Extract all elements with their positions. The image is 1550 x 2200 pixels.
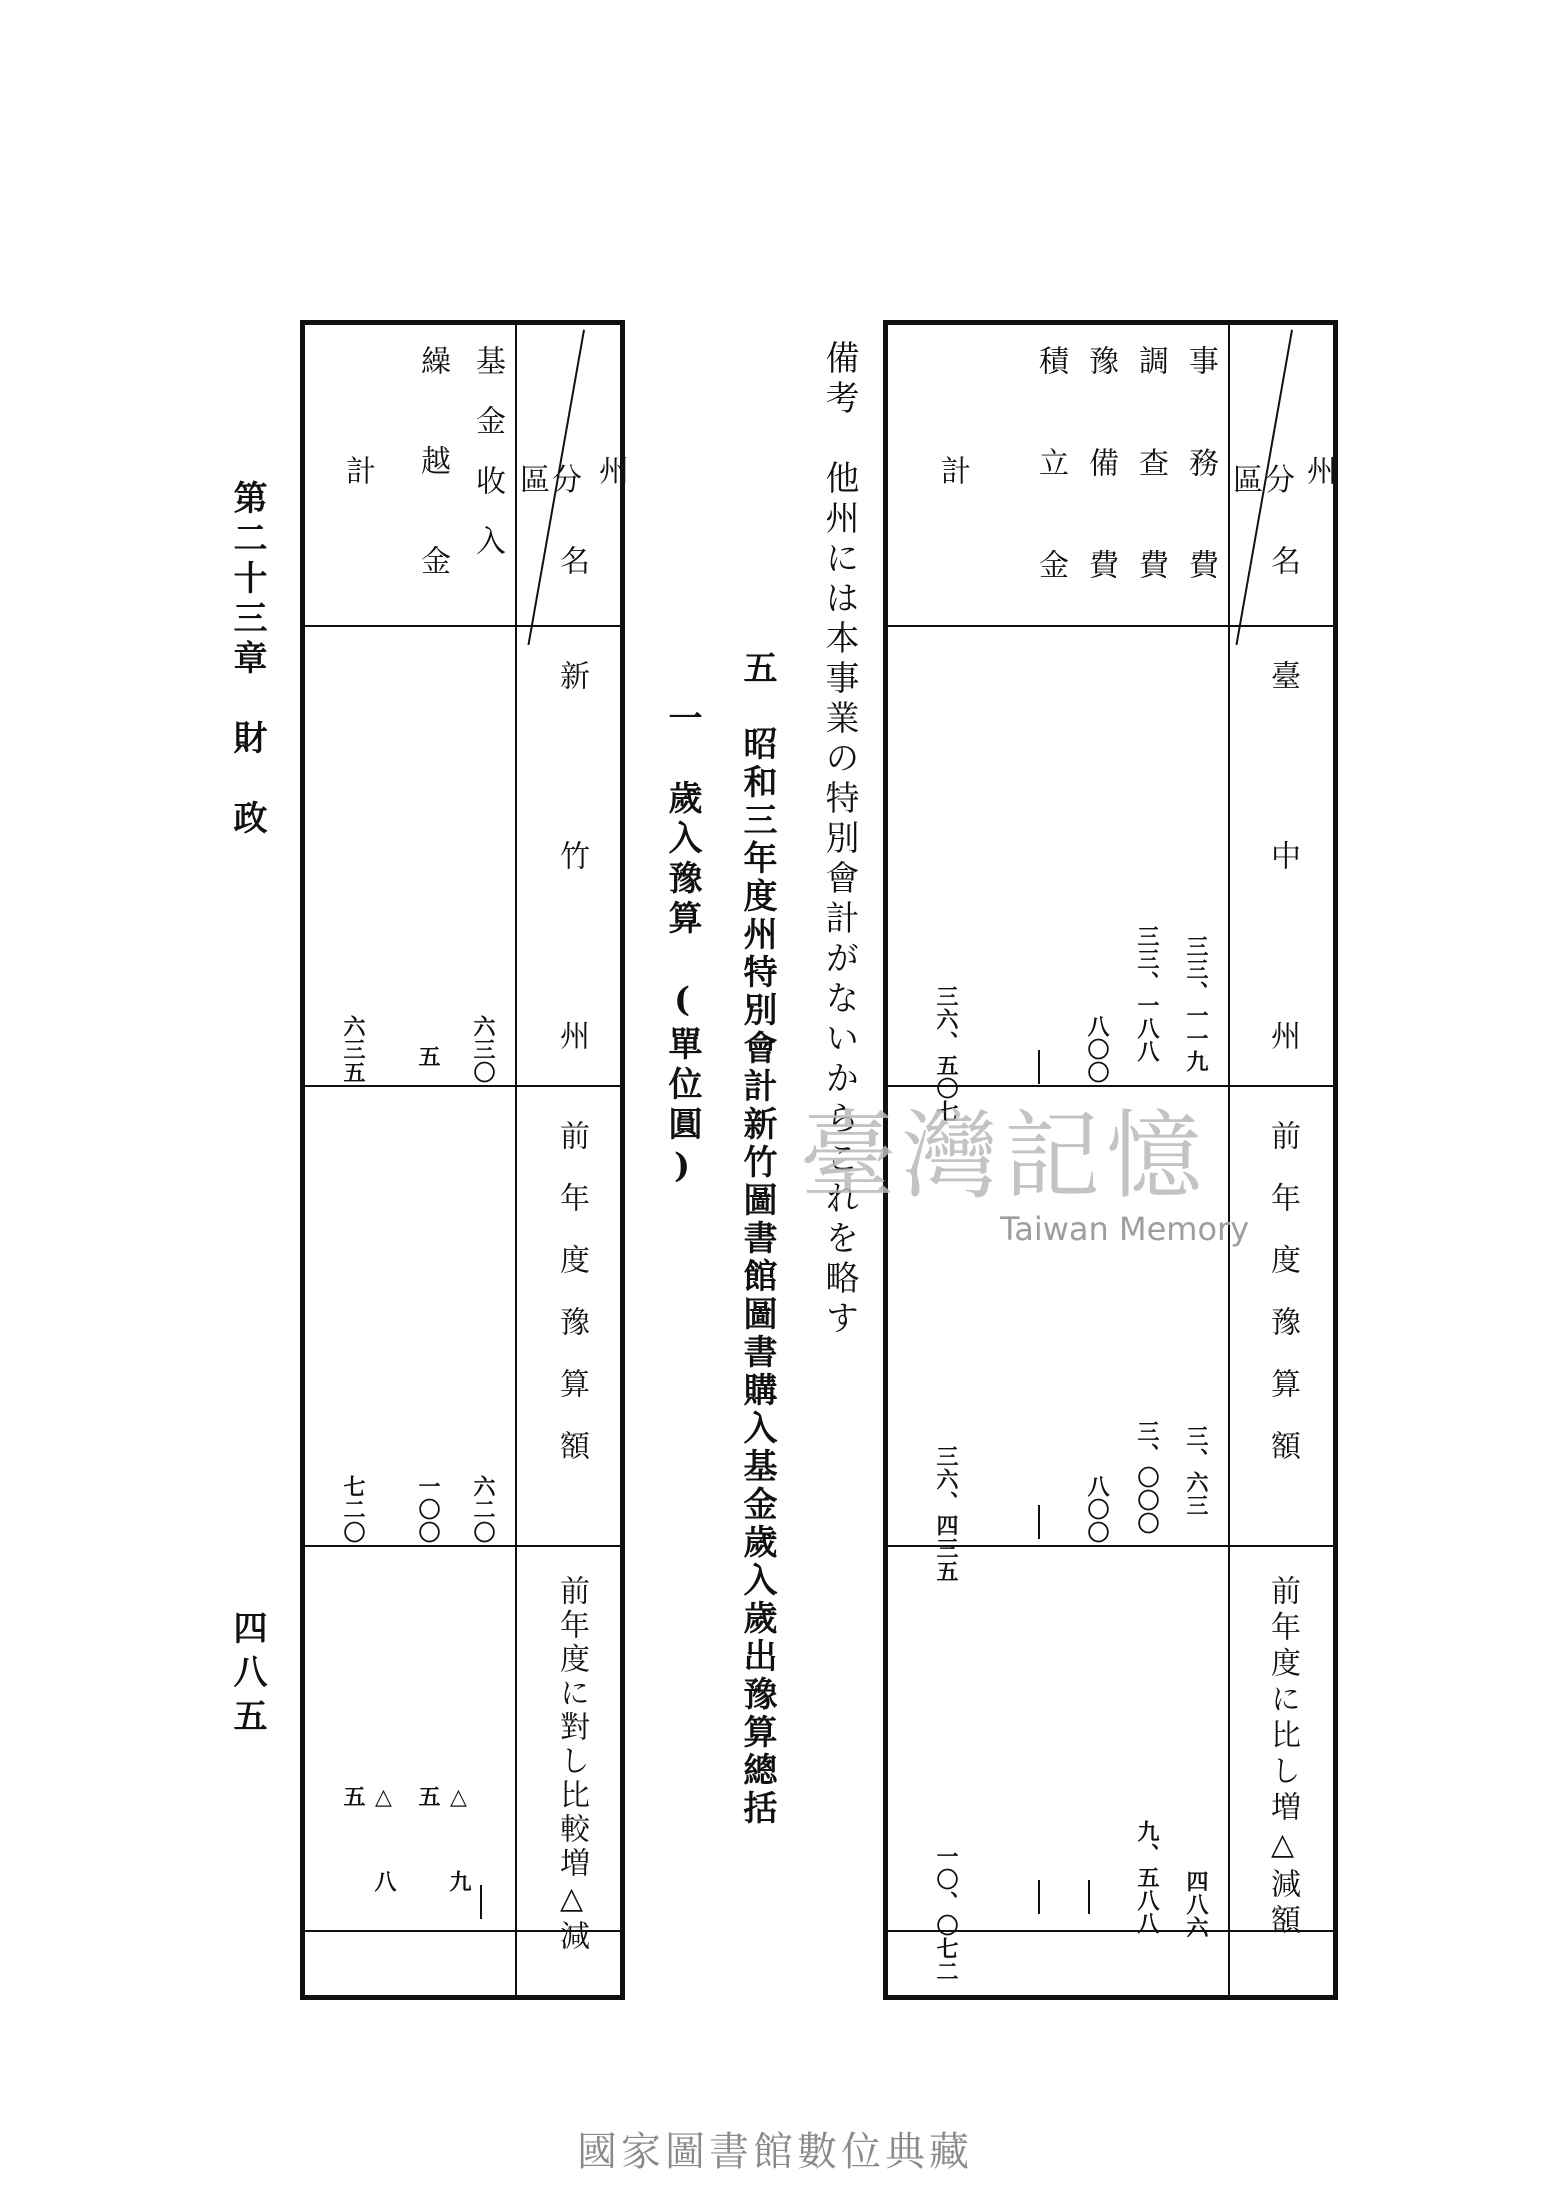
- watermark-logo: 臺灣記憶: [800, 1100, 1208, 1212]
- value-cell: 三三、一一九: [1183, 935, 1208, 1073]
- remarks-note: 備考 他州には本事業の特別會計がないからこれを略す: [819, 340, 859, 1340]
- dash-mark: [480, 1885, 482, 1919]
- row-label: 豫備費: [1083, 345, 1118, 651]
- watermark-subtitle: Taiwan Memory: [1000, 1210, 1250, 1248]
- header-state: 州: [1301, 455, 1336, 499]
- value-cell: 八〇〇: [1084, 1475, 1109, 1544]
- chapter-title: 第二十三章 財 政: [227, 480, 267, 840]
- value-cell: 五: [415, 1045, 440, 1068]
- value-cell: 八〇〇: [1084, 1015, 1109, 1084]
- value-cell: 七二〇: [340, 1475, 365, 1544]
- dash-mark: [1088, 1880, 1090, 1914]
- value-cell: 六二〇: [470, 1475, 495, 1544]
- total-label: 計: [935, 455, 970, 499]
- value-cell: 一〇〇: [415, 1475, 440, 1544]
- value-cell: 三六、五〇七: [933, 985, 958, 1123]
- section-heading: 五 昭和三年度州特別會計新竹圖書館圖書購入基金歲入歲出豫算總括: [737, 650, 777, 1828]
- value-cell: △八五: [340, 1785, 396, 1952]
- value-cell: 三、〇〇〇: [1134, 1420, 1159, 1535]
- value-cell: 九、五八八: [1134, 1820, 1159, 1935]
- row-label: 事務費: [1183, 345, 1218, 651]
- col-prev-budget: 前年度豫算額: [554, 1120, 589, 1492]
- value-cell: △九五: [415, 1785, 471, 1952]
- col-prev-budget: 前年度豫算額: [1265, 1120, 1300, 1492]
- value-cell: 四八六: [1183, 1870, 1208, 1939]
- dash-mark: [1038, 1880, 1040, 1914]
- value-cell: 六三五: [340, 1015, 365, 1084]
- col-change: 前年度に比し増△減額: [1265, 1575, 1300, 1940]
- subsection-heading: 一 歲入豫算 (單位圓): [662, 700, 702, 1192]
- region-name: 新 竹 州: [554, 660, 589, 1110]
- value-cell: 六三〇: [470, 1015, 495, 1084]
- row-label: 積立金: [1033, 345, 1068, 651]
- value-cell: 三六、四三五: [933, 1445, 958, 1583]
- header-category-h: 區分: [1233, 463, 1297, 498]
- row-label: 基金收入: [470, 345, 505, 585]
- header-category-h: 區分: [520, 463, 584, 498]
- table-shinchiku: [300, 320, 628, 2000]
- value-cell: 一〇、〇七二: [933, 1845, 958, 1983]
- total-label: 計: [340, 455, 375, 499]
- header-state: 州: [593, 455, 628, 499]
- value-cell: 三、六三: [1183, 1425, 1208, 1517]
- page-number: 四八五: [227, 1610, 267, 1742]
- header-name: 名: [554, 545, 589, 589]
- region-name: 臺 中 州: [1265, 660, 1300, 1110]
- header-name: 名: [1265, 545, 1300, 589]
- dash-mark: [1038, 1050, 1040, 1084]
- row-label: 繰越金: [415, 345, 450, 645]
- dash-mark: [1038, 1505, 1040, 1539]
- value-cell: 三三、一八八: [1134, 925, 1159, 1063]
- row-label: 調查費: [1133, 345, 1168, 651]
- col-change: 前年度に對し比較増△減: [554, 1575, 589, 1954]
- footer-credit: 國家圖書館數位典藏: [577, 2129, 973, 2175]
